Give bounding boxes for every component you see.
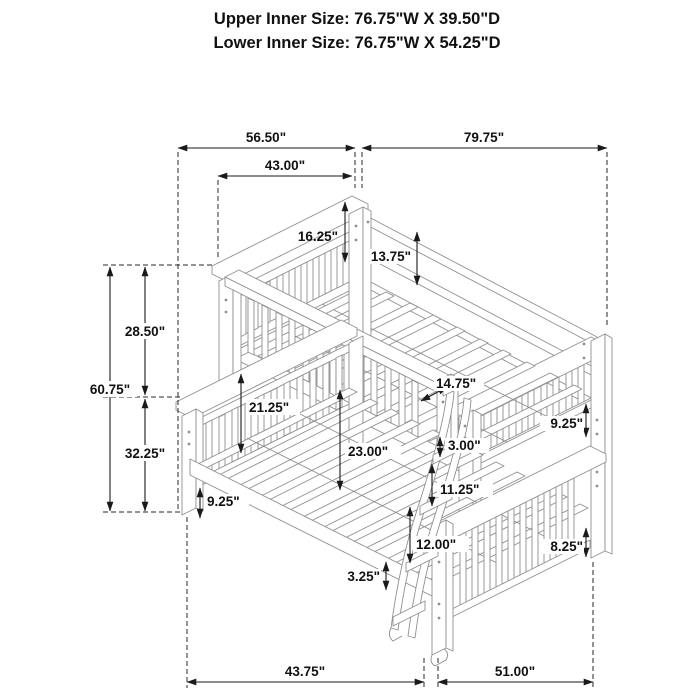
dim-bunk-clearance-label: 23.00" — [348, 444, 389, 459]
dim-lower-rung-spacing-label: 12.00" — [416, 537, 457, 552]
dim-deck-to-floor-label: 9.25" — [207, 494, 240, 509]
dim-top-length — [362, 130, 607, 148]
dim-total-height — [83, 267, 137, 511]
dim-upper-frame-depth-label: 13.75" — [370, 249, 411, 264]
dim-upper-section-height — [118, 267, 172, 395]
dim-lower-section-height — [118, 399, 172, 511]
dim-post-gap-label: 14.75" — [436, 376, 477, 391]
right-back-post — [591, 334, 612, 558]
dim-total-height-label: 60.75" — [89, 382, 131, 397]
upper-inner-size-title: Upper Inner Size: 76.75"W X 39.50"D — [213, 10, 501, 28]
dim-headboard-clearance-label: 21.25" — [249, 400, 290, 415]
dim-top-rung-gap-label: 3.00" — [448, 438, 481, 453]
title-block — [213, 10, 500, 52]
back-corner-post — [349, 207, 371, 345]
dim-side-rail-gap-label: 9.25" — [550, 416, 583, 431]
dim-top-width — [178, 130, 355, 148]
dim-bottom-left-span — [187, 664, 424, 682]
dim-right-leg-height-label: 8.25" — [550, 539, 583, 554]
lower-inner-size-title: Lower Inner Size: 76.75"W X 54.25"D — [213, 34, 501, 52]
dim-top-width-label: 56.50" — [245, 130, 287, 145]
dim-top-length-label: 79.75" — [463, 130, 505, 145]
dim-bottom-left-span-label: 43.75" — [284, 664, 326, 679]
dim-upper-section-height-label: 28.50" — [124, 324, 166, 339]
dim-bottom-right-span-label: 51.00" — [494, 664, 536, 679]
dim-bottom-step-height-label: 3.25" — [347, 569, 380, 584]
dim-headboard-width-label: 43.00" — [264, 158, 306, 173]
dim-guard-rail-height-label: 16.25" — [297, 229, 338, 244]
dim-upper-rung-spacing-label: 11.25" — [440, 482, 480, 497]
dim-headboard-width — [218, 158, 352, 176]
dim-lower-section-height-label: 32.25" — [124, 446, 166, 461]
dim-bottom-right-span — [438, 664, 593, 682]
